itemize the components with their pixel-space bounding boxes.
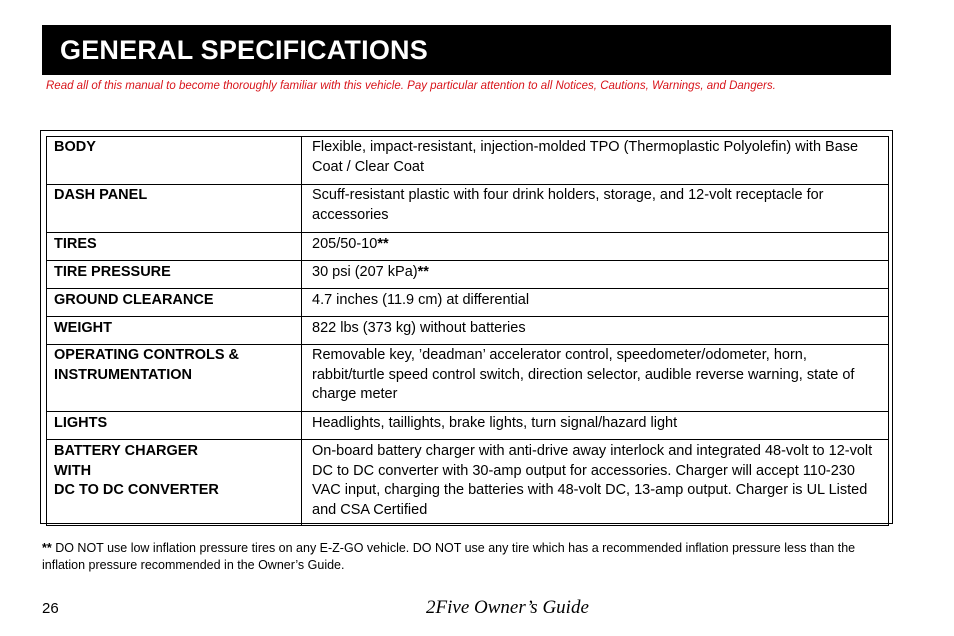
table-row: [47, 233, 889, 261]
spec-label: TIRES: [47, 233, 302, 261]
spec-value: Scuff-resistant plastic with four drink holders, storage, and 12-volt receptacle for accessories: [302, 185, 889, 233]
table-row: [47, 345, 889, 412]
spec-value: On-board battery charger with anti-drive away interlock and integrated 48-volt to 12-volt DC to DC converter with 30-amp output for accessories. Charger will accept 110-230 VAC input, charging the batteries with 48-volt DC, 13-amp output. Charger is UL Listed and CSA Certified: [302, 440, 889, 526]
footnote-mark: **: [377, 236, 389, 252]
table-row: [47, 289, 889, 317]
footnote-mark: **: [417, 264, 429, 280]
spec-value: Flexible, impact-resistant, injection-molded TPO (Thermoplastic Polyolefin) with Base Coat / Clear Coat: [302, 137, 889, 185]
spec-value: [302, 261, 889, 289]
footnote-mark: **: [42, 541, 52, 555]
table-row: [47, 412, 889, 440]
spec-value: [302, 233, 889, 261]
spec-label: LIGHTS: [47, 412, 302, 440]
spec-label: TIRE PRESSURE: [47, 261, 302, 289]
footnote-text: DO NOT use low inflation pressure tires on any E-Z-GO vehicle. DO NOT use any tire which has a recommended inflation pressure less than the inflation pressure recommended in the Owner’s Guide.: [42, 541, 856, 572]
footnote: [42, 540, 892, 573]
spec-label: GROUND CLEARANCE: [47, 289, 302, 317]
table-row: [47, 137, 889, 185]
spec-label: BODY: [47, 137, 302, 185]
specifications-table-frame: [40, 130, 893, 524]
table-row: [47, 261, 889, 289]
table-row: [47, 317, 889, 345]
spec-value: Removable key, ’deadman’ accelerator control, speedometer/odometer, horn, rabbit/turtle speed control switch, direction selector, audible reverse warning, state of charge meter: [302, 345, 889, 412]
table-row: [47, 440, 889, 526]
guide-title: 2Five Owner’s Guide: [426, 597, 589, 618]
spec-value: 822 lbs (373 kg) without batteries: [302, 317, 889, 345]
spec-label: OPERATING CONTROLS & INSTRUMENTATION: [47, 345, 302, 412]
spec-value-text: 30 psi (207 kPa): [312, 264, 418, 280]
manual-notice: Read all of this manual to become thoroughly familiar with this vehicle. Pay particular attention to all Notices, Cautions, Warnings, and Dangers.: [46, 80, 776, 92]
spec-value: 4.7 inches (11.9 cm) at differential: [302, 289, 889, 317]
specifications-table: [46, 136, 889, 526]
page-number: 26: [42, 600, 59, 617]
table-row: [47, 185, 889, 233]
spec-value: Headlights, taillights, brake lights, turn signal/hazard light: [302, 412, 889, 440]
spec-label: DASH PANEL: [47, 185, 302, 233]
spec-value-text: 205/50-10: [312, 236, 378, 252]
section-header-bar: [42, 25, 891, 75]
spec-label: BATTERY CHARGER WITH DC TO DC CONVERTER: [47, 440, 302, 526]
spec-label: WEIGHT: [47, 317, 302, 345]
page-title: GENERAL SPECIFICATIONS: [60, 34, 428, 65]
